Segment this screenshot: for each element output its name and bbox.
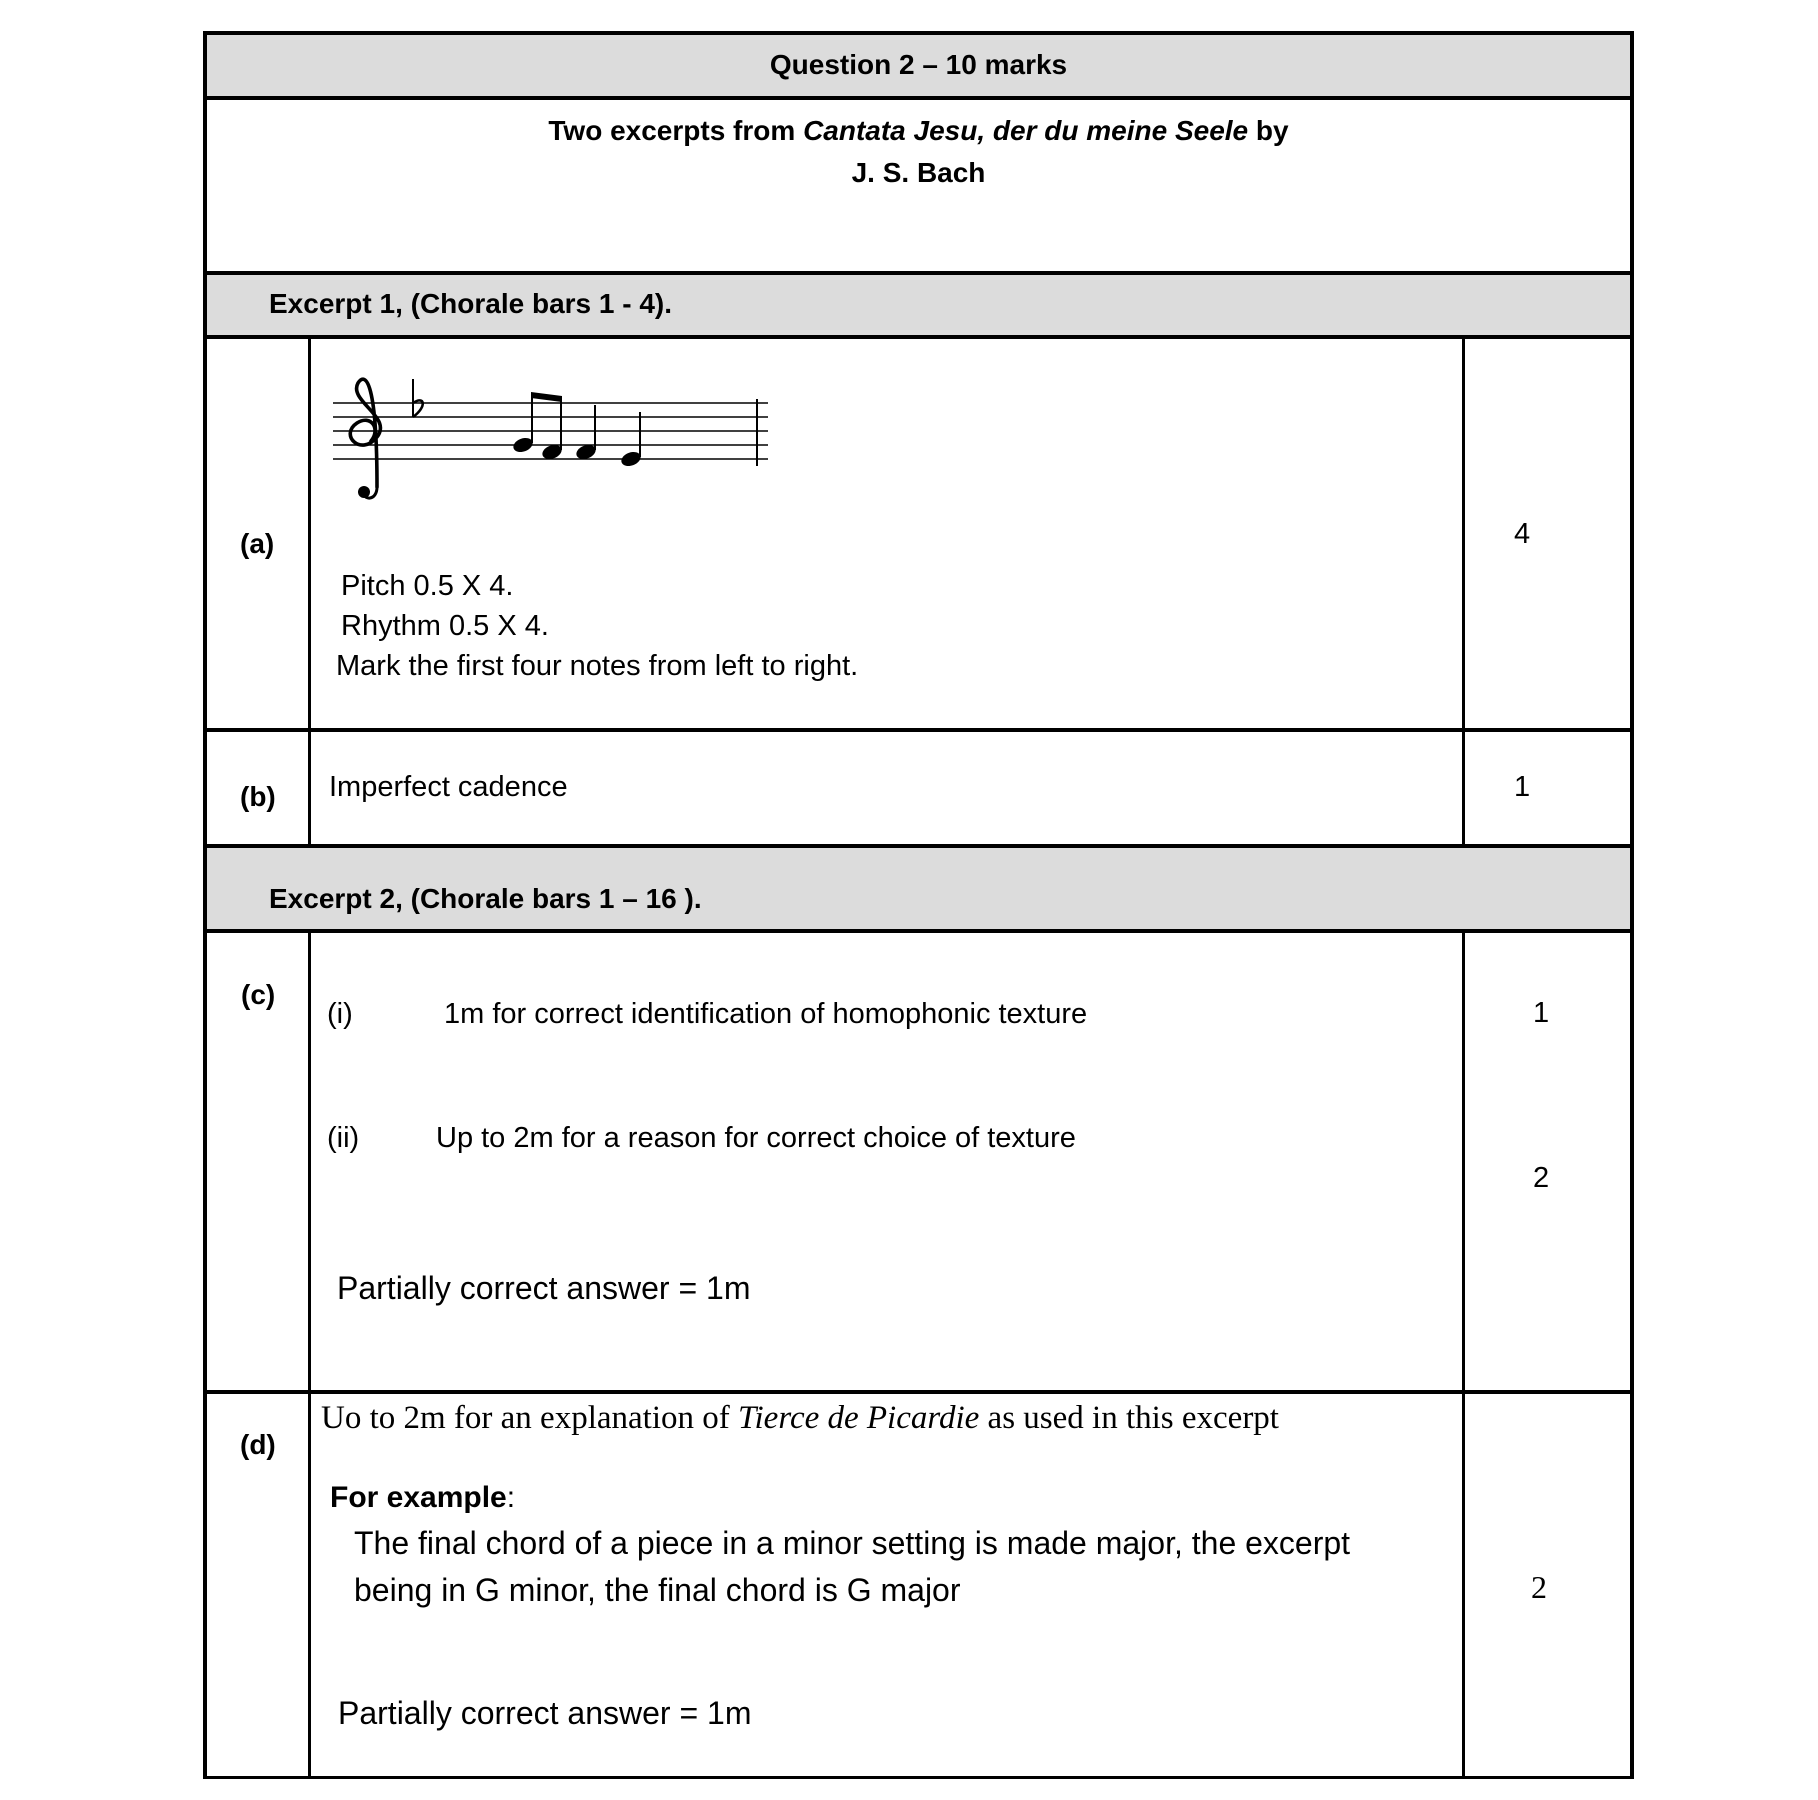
answer-d-intro bbox=[321, 1400, 1279, 1437]
marks-d: 2 bbox=[1531, 1569, 1547, 1605]
marking-note: Rhythm 0.5 X 4. bbox=[341, 610, 549, 642]
marks-c-i: 1 bbox=[1533, 997, 1550, 1029]
example-line-1: The final chord of a piece in a minor setting is made major, the excerpt bbox=[354, 1525, 1351, 1561]
rule bbox=[203, 96, 1634, 100]
answer-c-i: 1m for correct identification of homophonic texture bbox=[444, 998, 1088, 1030]
music-notation-excerpt bbox=[333, 371, 803, 546]
item-label-c: (c) bbox=[241, 979, 276, 1010]
flat-sign-icon bbox=[413, 379, 423, 417]
example-line-2: being in G minor, the final chord is G major bbox=[354, 1572, 961, 1608]
marks-column-rule bbox=[1462, 337, 1465, 846]
rule bbox=[203, 728, 1634, 732]
item-label-a: (a) bbox=[240, 528, 275, 559]
item-label-d: (d) bbox=[240, 1429, 276, 1460]
intro-suffix: as used in this excerpt bbox=[979, 1400, 1279, 1436]
rule bbox=[203, 1390, 1634, 1394]
border-right bbox=[1630, 31, 1634, 1779]
marking-scheme-table bbox=[203, 31, 1634, 1779]
eighth-beam bbox=[531, 392, 562, 402]
subtitle-prefix: Two excerpts from bbox=[548, 115, 804, 146]
marking-note: Pitch 0.5 X 4. bbox=[341, 570, 514, 602]
label-column-rule bbox=[308, 337, 311, 846]
note-3 bbox=[574, 405, 597, 462]
question-title: Question 2 – 10 marks bbox=[769, 49, 1068, 80]
composer: J. S. Bach bbox=[851, 157, 986, 188]
marks-b: 1 bbox=[1514, 771, 1531, 803]
answer-c-ii: Up to 2m for a reason for correct choice of texture bbox=[436, 1122, 1076, 1154]
marks-a: 4 bbox=[1514, 518, 1531, 550]
treble-clef-icon bbox=[350, 379, 380, 498]
work-title: Cantata Jesu, der du meine Seele bbox=[803, 115, 1249, 146]
example-heading bbox=[330, 1481, 515, 1515]
subtitle-by: by bbox=[1248, 115, 1289, 146]
item-label-b: (b) bbox=[240, 781, 276, 812]
note-4 bbox=[619, 412, 642, 469]
note-2 bbox=[540, 398, 563, 462]
intro-prefix: Uo to 2m for an explanation of bbox=[321, 1400, 738, 1436]
rule bbox=[203, 31, 1634, 35]
clef-tail-dot bbox=[358, 486, 370, 498]
label-column-rule bbox=[308, 931, 311, 1779]
subtitle bbox=[203, 115, 1634, 147]
marks-column-rule bbox=[1462, 931, 1465, 1779]
rule bbox=[203, 335, 1634, 339]
rule bbox=[203, 271, 1634, 275]
rule bbox=[203, 929, 1634, 933]
example-colon: : bbox=[506, 1481, 516, 1514]
example-label: For example bbox=[330, 1481, 507, 1514]
partial-credit-d: Partially correct answer = 1m bbox=[338, 1695, 752, 1731]
partial-credit-c: Partially correct answer = 1m bbox=[337, 1270, 751, 1306]
sub-item-i: (i) bbox=[327, 998, 353, 1030]
excerpt2-heading: Excerpt 2, (Chorale bars 1 – 16 ). bbox=[269, 883, 702, 914]
border-left bbox=[203, 31, 207, 1779]
marks-c-ii: 2 bbox=[1533, 1162, 1550, 1194]
tierce-de-picardie-term: Tierce de Picardie bbox=[737, 1400, 980, 1436]
sub-item-ii: (ii) bbox=[327, 1122, 360, 1154]
marking-note: Mark the first four notes from left to right. bbox=[336, 650, 859, 682]
rule bbox=[203, 844, 1634, 848]
answer-b: Imperfect cadence bbox=[329, 771, 568, 803]
rule bbox=[203, 1776, 1634, 1779]
excerpt1-heading: Excerpt 1, (Chorale bars 1 - 4). bbox=[269, 288, 673, 319]
